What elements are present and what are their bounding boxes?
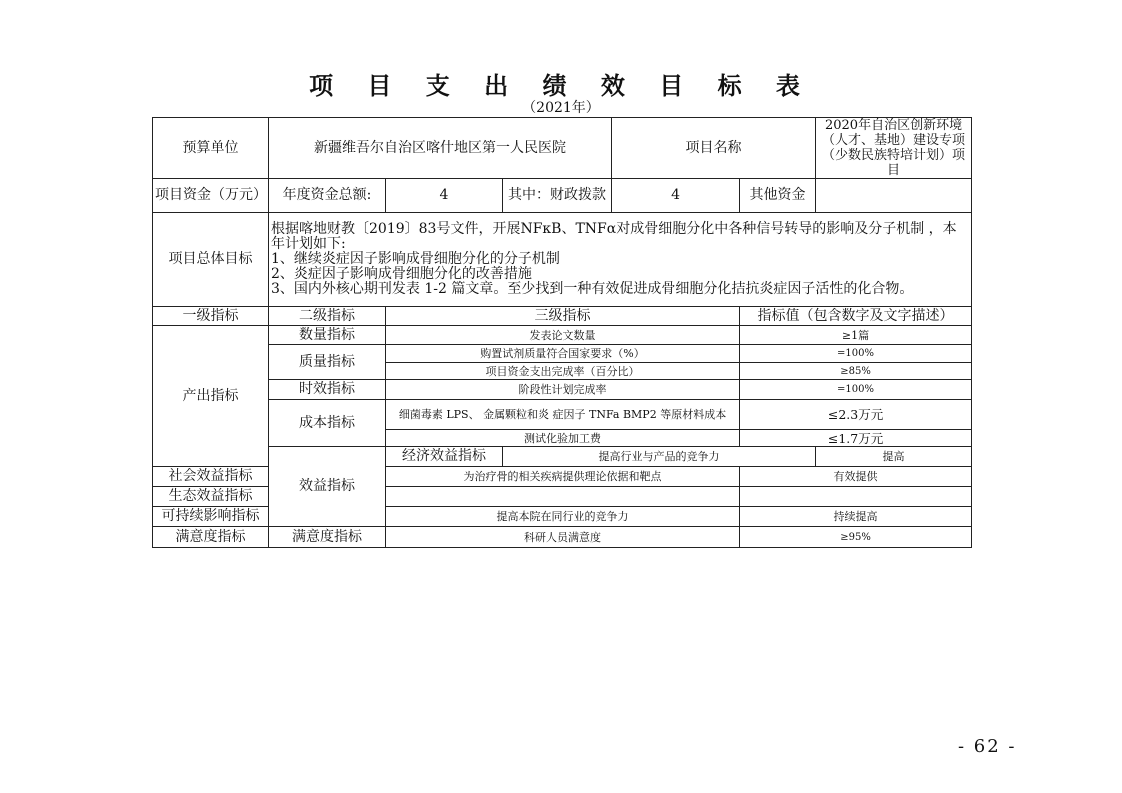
level2-cell: 满意度指标 [269,527,386,548]
level2-cell: 质量指标 [269,345,386,380]
page-number: - 62 - [958,736,1017,757]
other-funds-label: 其他资金 [740,179,816,213]
level3-cell: 提高行业与产品的竞争力 [503,447,816,467]
goal-label: 项目总体目标 [153,213,269,307]
level2-cell: 社会效益指标 [153,467,269,487]
table-row [153,447,972,467]
value-cell: =100% [740,380,972,400]
group-satisfaction: 满意度指标 [153,527,269,548]
table-row [153,400,972,430]
goal-text [269,213,972,307]
level2-cell: 成本指标 [269,400,386,447]
annual-total-value: 4 [386,179,503,213]
project-name-label: 项目名称 [612,118,816,179]
fiscal-value: 4 [612,179,740,213]
table-row [153,380,972,400]
page-title: 项 目 支 出 绩 效 目 标 表 [309,72,813,100]
performance-target-table [152,117,972,548]
other-funds-value [816,179,972,213]
group-benefit: 效益指标 [269,447,386,527]
level2-cell: 时效指标 [269,380,386,400]
level3-cell: 阶段性计划完成率 [386,380,740,400]
value-cell: 持续提高 [740,507,972,527]
level3-cell [386,487,740,507]
table-row [153,326,972,345]
level3-cell: 项目资金支出完成率（百分比） [386,363,740,380]
fiscal-label: 其中：财政拨款 [503,179,612,213]
column-header-level2: 二级指标 [269,307,386,326]
table-row [153,345,972,363]
value-cell: ≤1.7万元 [740,430,972,447]
unit-value: 新疆维吾尔自治区喀什地区第一人民医院 [269,118,612,179]
goal-line: 2、炎症因子影响成骨细胞分化的改善措施 [271,266,532,282]
level3-cell: 为治疗骨的相关疾病提供理论依据和靶点 [386,467,740,487]
value-cell: ≥85% [740,363,972,380]
level2-cell: 数量指标 [269,326,386,345]
table-row [153,527,972,548]
value-cell: =100% [740,345,972,363]
goal-line: 3、国内外核心期刊发表 1-2 篇文章。至少找到一种有效促进成骨细胞分化拮抗炎症因子活性的化合物。 [271,281,914,297]
column-header-value: 指标值（包含数字及文字描述） [740,307,972,326]
group-output: 产出指标 [153,326,269,467]
column-header-level1: 一级指标 [153,307,269,326]
level3-cell: 科研人员满意度 [386,527,740,548]
value-cell: ≤2.3万元 [740,400,972,430]
level2-cell: 可持续影响指标 [153,507,269,527]
project-name-value: 2020年自治区创新环境（人才、基地）建设专项（少数民族特培计划）项目 [816,118,972,179]
column-header-level3: 三级指标 [386,307,740,326]
level3-cell: 细菌毒素 LPS、 金属颗粒和炎 症因子 TNFa BMP2 等原材料成本 [386,400,740,430]
goal-line: 1、继续炎症因子影响成骨细胞分化的分子机制 [271,251,560,267]
value-cell: 有效提供 [740,467,972,487]
funds-label: 项目资金（万元） [153,179,269,213]
level3-cell: 提高本院在同行业的竞争力 [386,507,740,527]
value-cell: ≥1篇 [740,326,972,345]
value-cell: ≥95% [740,527,972,548]
level2-cell: 经济效益指标 [386,447,503,467]
annual-total-label: 年度资金总额: [269,179,386,213]
level3-cell: 测试化验加工费 [386,430,740,447]
unit-label: 预算单位 [153,118,269,179]
level3-cell: 购置试剂质量符合国家要求（%） [386,345,740,363]
goal-line: 根据喀地财教〔2019〕83号文件，开展NFκB、TNFα对成骨细胞分化中各种信号转导的影响及分子机制 ，本年计划如下: [271,221,957,252]
year-label: （2021年） [522,100,600,116]
level2-cell: 生态效益指标 [153,487,269,507]
value-cell [740,487,972,507]
level3-cell: 发表论文数量 [386,326,740,345]
value-cell: 提高 [816,447,972,467]
